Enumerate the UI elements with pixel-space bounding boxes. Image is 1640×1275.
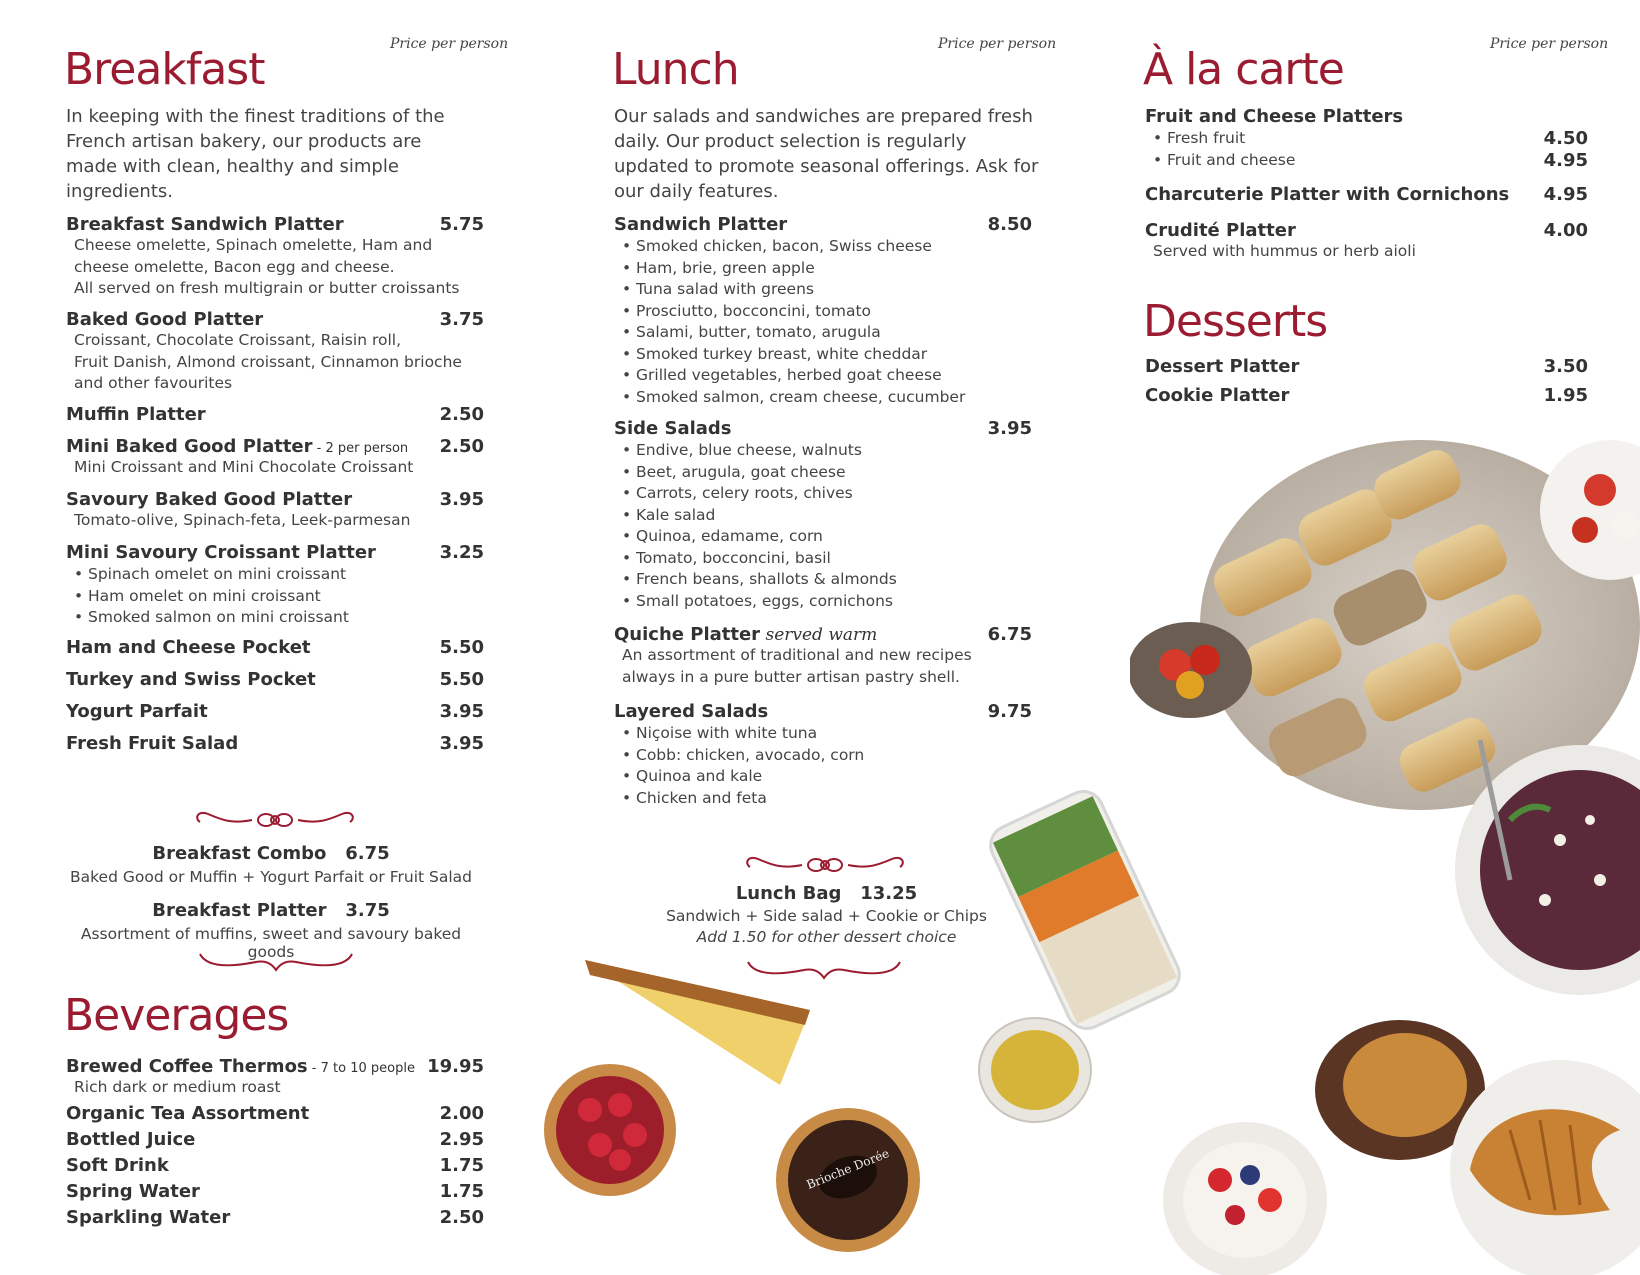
bullet-item: • Endive, blue cheese, walnuts bbox=[622, 440, 1032, 462]
ornament-swirl bbox=[742, 853, 908, 879]
item-name bbox=[1145, 184, 1509, 205]
item-name bbox=[66, 1181, 200, 1202]
menu-item-row bbox=[66, 1129, 484, 1150]
item-price: 3.75 bbox=[439, 309, 484, 330]
item-name bbox=[614, 214, 787, 235]
bullet-item: • Smoked salmon on mini croissant bbox=[74, 607, 484, 629]
menu-item-row bbox=[1145, 356, 1588, 377]
item-note: - 2 per person bbox=[312, 441, 409, 456]
combo-price: 6.75 bbox=[345, 843, 390, 864]
bullet-item bbox=[1153, 150, 1588, 172]
bullet-item: • Smoked chicken, bacon, Swiss cheese bbox=[622, 236, 1032, 258]
menu-item-row bbox=[1145, 385, 1588, 406]
bullet-item: • French beans, shallots & almonds bbox=[622, 569, 1032, 591]
item-price: 3.95 bbox=[987, 418, 1032, 439]
item-description bbox=[66, 457, 484, 479]
menu-item bbox=[66, 214, 484, 300]
description-line: All served on fresh multigrain or butter croissants bbox=[74, 279, 460, 297]
item-bullets bbox=[614, 440, 1032, 612]
menu-item-row bbox=[66, 489, 484, 510]
menu-item-row bbox=[66, 309, 484, 330]
bullet-item: • Grilled vegetables, herbed goat cheese bbox=[622, 365, 1032, 387]
item-name-text: Brewed Coffee Thermos bbox=[66, 1056, 308, 1077]
item-name-text: Sandwich Platter bbox=[614, 214, 788, 235]
item-name-text: Savoury Baked Good Platter bbox=[66, 489, 353, 510]
ornament-swirl-bottom bbox=[196, 950, 356, 974]
menu-item bbox=[66, 309, 484, 395]
bullet-item: • Tuna salad with greens bbox=[622, 279, 1032, 301]
bullet-item: • Quinoa and kale bbox=[622, 766, 1032, 788]
bullet-item: • Small potatoes, eggs, cornichons bbox=[622, 591, 1032, 613]
menu-item-row bbox=[66, 542, 484, 563]
alacarte-title: À la carte bbox=[1143, 44, 1344, 95]
lunch-section bbox=[612, 0, 1057, 960]
olive-oil-cup-image bbox=[975, 1015, 1095, 1125]
item-description bbox=[66, 235, 484, 300]
combo-price: 13.25 bbox=[860, 883, 918, 904]
menu-item-row bbox=[66, 1207, 484, 1228]
item-bullets bbox=[1145, 128, 1588, 171]
item-name-text: Fresh Fruit Salad bbox=[66, 733, 239, 754]
breakfast-combo bbox=[56, 843, 486, 886]
menu-item bbox=[66, 669, 484, 690]
bullet-item: • Carrots, celery roots, chives bbox=[622, 483, 1032, 505]
menu-item-row bbox=[1145, 184, 1588, 205]
description-line: cheese omelette, Bacon egg and cheese. bbox=[74, 257, 395, 276]
menu-item-row bbox=[66, 404, 484, 425]
bullet-price: 4.50 bbox=[1543, 128, 1588, 149]
item-price: 5.50 bbox=[439, 669, 484, 690]
item-name bbox=[614, 701, 768, 722]
menu-item-row bbox=[614, 214, 1032, 235]
beverages-title: Beverages bbox=[64, 990, 289, 1041]
layered-salad-jar-image bbox=[985, 790, 1185, 1030]
item-description bbox=[66, 1077, 484, 1099]
item-name bbox=[66, 309, 263, 330]
item-name-text: Soft Drink bbox=[66, 1155, 169, 1176]
bullet-item: • Kale salad bbox=[622, 505, 1032, 527]
menu-item-row bbox=[1145, 220, 1588, 241]
beverages-section bbox=[66, 990, 484, 1250]
item-price: 3.50 bbox=[1543, 356, 1588, 377]
description-line: Croissant, Chocolate Croissant, Raisin roll, bbox=[74, 331, 401, 349]
item-name-text: Side Salads bbox=[614, 418, 732, 439]
item-name-text: Muffin Platter bbox=[66, 404, 206, 425]
item-name bbox=[66, 489, 352, 510]
menu-item-row bbox=[614, 418, 1032, 439]
bullet-label: • Fresh fruit bbox=[1167, 129, 1246, 147]
menu-item bbox=[66, 1103, 484, 1124]
item-note: - 7 to 10 people bbox=[307, 1061, 415, 1076]
menu-item bbox=[66, 489, 484, 532]
chocolate-tart-image bbox=[773, 1105, 923, 1255]
menu-item bbox=[1145, 385, 1588, 406]
bullet-item: • Niçoise with white tuna bbox=[622, 723, 1032, 745]
item-name bbox=[66, 1056, 415, 1077]
item-price: 8.50 bbox=[987, 214, 1032, 235]
item-price: 2.50 bbox=[439, 1207, 484, 1228]
menu-item bbox=[66, 1129, 484, 1150]
price-note: Price per person bbox=[390, 36, 509, 52]
item-name bbox=[66, 404, 206, 425]
menu-item bbox=[66, 404, 484, 425]
menu-item bbox=[66, 637, 484, 658]
combo-desc: Baked Good or Muffin + Yogurt Parfait or Fruit Salad bbox=[69, 868, 472, 886]
lunch-intro: Our salads and sandwiches are prepared fresh daily. Our product selection is regularly updated to promote seasonal offerings. Ask for our daily features. bbox=[614, 106, 1039, 202]
lunch-bag-combo bbox=[604, 883, 1049, 946]
menu-item bbox=[1145, 106, 1588, 171]
item-name bbox=[1145, 220, 1296, 241]
item-name-text: Quiche Platter bbox=[614, 624, 761, 645]
description-line: Served with hummus or herb aioli bbox=[1153, 242, 1416, 260]
menu-item bbox=[66, 542, 484, 629]
parfait-image bbox=[1160, 1120, 1330, 1275]
item-bullets bbox=[614, 723, 1032, 809]
menu-item bbox=[614, 418, 1032, 612]
menu-item bbox=[1145, 356, 1588, 377]
item-name-text: Sparkling Water bbox=[66, 1207, 231, 1228]
menu-item bbox=[66, 1181, 484, 1202]
item-name bbox=[614, 418, 732, 439]
item-price: 19.95 bbox=[427, 1056, 484, 1077]
item-price: 1.75 bbox=[439, 1155, 484, 1176]
item-description bbox=[1145, 241, 1588, 263]
bullet-item bbox=[1153, 128, 1588, 150]
item-name-text: Bottled Juice bbox=[66, 1129, 196, 1150]
item-price: 2.00 bbox=[439, 1103, 484, 1124]
item-price: 2.50 bbox=[439, 436, 484, 457]
menu-item-row bbox=[66, 637, 484, 658]
menu-item bbox=[614, 214, 1032, 408]
item-name bbox=[66, 214, 344, 235]
item-price: 3.95 bbox=[439, 733, 484, 754]
item-name bbox=[66, 436, 408, 457]
bullet-item: • Cobb: chicken, avocado, corn bbox=[622, 745, 1032, 767]
bullet-item: • Smoked salmon, cream cheese, cucumber bbox=[622, 387, 1032, 409]
menu-item-row bbox=[66, 669, 484, 690]
bullet-label: • Fruit and cheese bbox=[1167, 150, 1296, 169]
item-name bbox=[66, 637, 311, 658]
item-name bbox=[66, 1103, 309, 1124]
bullet-item: • Spinach omelet on mini croissant bbox=[74, 564, 484, 586]
item-name-text: Baked Good Platter bbox=[66, 309, 264, 330]
breakfast-section bbox=[64, 0, 509, 961]
brioche-doree-logo: Brioche Dorée bbox=[804, 1146, 892, 1192]
item-name-text: Mini Savoury Croissant Platter bbox=[66, 542, 376, 563]
breakfast-title: Breakfast bbox=[64, 44, 265, 95]
combo-name: Breakfast Platter bbox=[152, 900, 327, 921]
item-name-text: Cookie Platter bbox=[1145, 385, 1290, 406]
item-name bbox=[66, 701, 208, 722]
item-price: 1.75 bbox=[439, 1181, 484, 1202]
menu-item bbox=[66, 701, 484, 722]
item-description bbox=[66, 330, 484, 395]
bullet-item: • Quinoa, edamame, corn bbox=[622, 526, 1032, 548]
menu-item bbox=[66, 733, 484, 754]
combo-price: 3.75 bbox=[345, 900, 390, 921]
combo-name: Lunch Bag bbox=[735, 883, 842, 904]
menu-item bbox=[66, 1207, 484, 1228]
menu-item-row bbox=[66, 436, 484, 457]
description-line: Tomato-olive, Spinach-feta, Leek-parmesan bbox=[74, 511, 411, 529]
item-name-text: Ham and Cheese Pocket bbox=[66, 637, 311, 658]
menu-item bbox=[1145, 220, 1588, 263]
menu-item bbox=[66, 1056, 484, 1099]
item-price: 5.50 bbox=[439, 637, 484, 658]
menu-item-row bbox=[66, 701, 484, 722]
alacarte-section bbox=[1143, 0, 1609, 440]
item-name bbox=[66, 669, 316, 690]
item-note: served warm bbox=[760, 625, 878, 645]
item-name bbox=[1145, 106, 1403, 127]
item-price: 1.95 bbox=[1543, 385, 1588, 406]
bullet-item: • Tomato, bocconcini, basil bbox=[622, 548, 1032, 570]
item-price: 4.00 bbox=[1543, 220, 1588, 241]
item-name bbox=[66, 1129, 195, 1150]
description-line: Rich dark or medium roast bbox=[74, 1078, 281, 1096]
item-name-text: Spring Water bbox=[66, 1181, 200, 1202]
menu-item-row bbox=[66, 214, 484, 235]
menu-item-row bbox=[66, 1056, 484, 1077]
raspberry-tart-image bbox=[540, 1060, 680, 1200]
combo-desc: Assortment of muffins, sweet and savoury baked goods bbox=[80, 925, 462, 961]
bullet-item: • Ham, brie, green apple bbox=[622, 258, 1032, 280]
item-name bbox=[1145, 356, 1299, 377]
description-line: Mini Croissant and Mini Chocolate Croissant bbox=[74, 458, 414, 476]
croissant-image bbox=[1440, 1050, 1640, 1275]
item-price: 6.75 bbox=[987, 624, 1032, 645]
bullet-price: 4.95 bbox=[1543, 149, 1588, 171]
item-name-text: Dessert Platter bbox=[1145, 356, 1300, 377]
item-price: 2.95 bbox=[439, 1129, 484, 1150]
menu-item-row bbox=[66, 1155, 484, 1176]
bullet-item: • Smoked turkey breast, white cheddar bbox=[622, 344, 1032, 366]
tart-graphic bbox=[773, 1105, 923, 1255]
item-price: 5.75 bbox=[439, 214, 484, 235]
item-bullets bbox=[66, 564, 484, 629]
item-name-text: Mini Baked Good Platter bbox=[66, 436, 313, 457]
item-name bbox=[66, 542, 376, 563]
item-name-text: Charcuterie Platter with Cornichons bbox=[1145, 184, 1510, 205]
description-line: and other favourites bbox=[74, 374, 233, 392]
item-description bbox=[66, 510, 484, 532]
item-name-text: Layered Salads bbox=[614, 701, 769, 722]
menu-item bbox=[1145, 184, 1588, 205]
menu-item-row bbox=[66, 1103, 484, 1124]
menu-item-row bbox=[1145, 106, 1588, 127]
description-line: always in a pure butter artisan pastry shell. bbox=[622, 667, 960, 686]
description-line: Cheese omelette, Spinach omelette, Ham and bbox=[74, 236, 433, 254]
menu-item-row bbox=[66, 733, 484, 754]
price-note: Price per person bbox=[938, 36, 1057, 52]
desserts-title: Desserts bbox=[1143, 296, 1328, 347]
item-bullets bbox=[614, 236, 1032, 408]
item-name bbox=[66, 1207, 230, 1228]
combo-desc: Sandwich + Side salad + Cookie or Chips bbox=[666, 907, 987, 925]
menu-item bbox=[66, 436, 484, 479]
bullet-item: • Ham omelet on mini croissant bbox=[74, 586, 484, 608]
item-name bbox=[614, 624, 877, 645]
description-line: Fruit Danish, Almond croissant, Cinnamon brioche bbox=[74, 352, 462, 371]
menu-item bbox=[614, 701, 1032, 809]
item-name-text: Organic Tea Assortment bbox=[66, 1103, 310, 1124]
bullet-item: • Beet, arugula, goat cheese bbox=[622, 462, 1032, 484]
item-name-text: Yogurt Parfait bbox=[66, 701, 208, 722]
bullet-item: • Salami, butter, tomato, arugula bbox=[622, 322, 1032, 344]
item-description bbox=[614, 645, 1032, 688]
menu-item-row bbox=[66, 1181, 484, 1202]
item-name bbox=[1145, 385, 1289, 406]
item-price: 2.50 bbox=[439, 404, 484, 425]
beet-salad-image bbox=[1450, 740, 1640, 1000]
item-price: 3.25 bbox=[439, 542, 484, 563]
item-name bbox=[66, 733, 238, 754]
item-price: 3.95 bbox=[439, 489, 484, 510]
menu-item-row bbox=[614, 701, 1032, 722]
item-name-text: Crudité Platter bbox=[1145, 220, 1296, 241]
menu-item bbox=[614, 624, 1032, 688]
item-price: 4.95 bbox=[1543, 184, 1588, 205]
item-name-text: Fruit and Cheese Platters bbox=[1145, 106, 1404, 127]
menu-item bbox=[66, 1155, 484, 1176]
price-note: Price per person bbox=[1490, 36, 1609, 52]
bullet-item: • Chicken and feta bbox=[622, 788, 1032, 810]
lunch-title: Lunch bbox=[612, 44, 739, 95]
description-line: An assortment of traditional and new recipes bbox=[622, 646, 972, 664]
ornament-swirl bbox=[192, 808, 358, 834]
item-name bbox=[66, 1155, 169, 1176]
menu-item-row bbox=[614, 624, 1032, 645]
item-name-text: Turkey and Swiss Pocket bbox=[66, 669, 316, 690]
breakfast-intro: In keeping with the finest traditions of the French artisan bakery, our products are made with clean, healthy and simple ingredients. bbox=[66, 106, 445, 202]
item-price: 3.95 bbox=[439, 701, 484, 722]
combo-desc-extra: Add 1.50 for other dessert choice bbox=[696, 928, 957, 946]
combo-name: Breakfast Combo bbox=[152, 843, 327, 864]
item-price: 9.75 bbox=[987, 701, 1032, 722]
bullet-item: • Prosciutto, bocconcini, tomato bbox=[622, 301, 1032, 323]
item-name-text: Breakfast Sandwich Platter bbox=[66, 214, 344, 235]
